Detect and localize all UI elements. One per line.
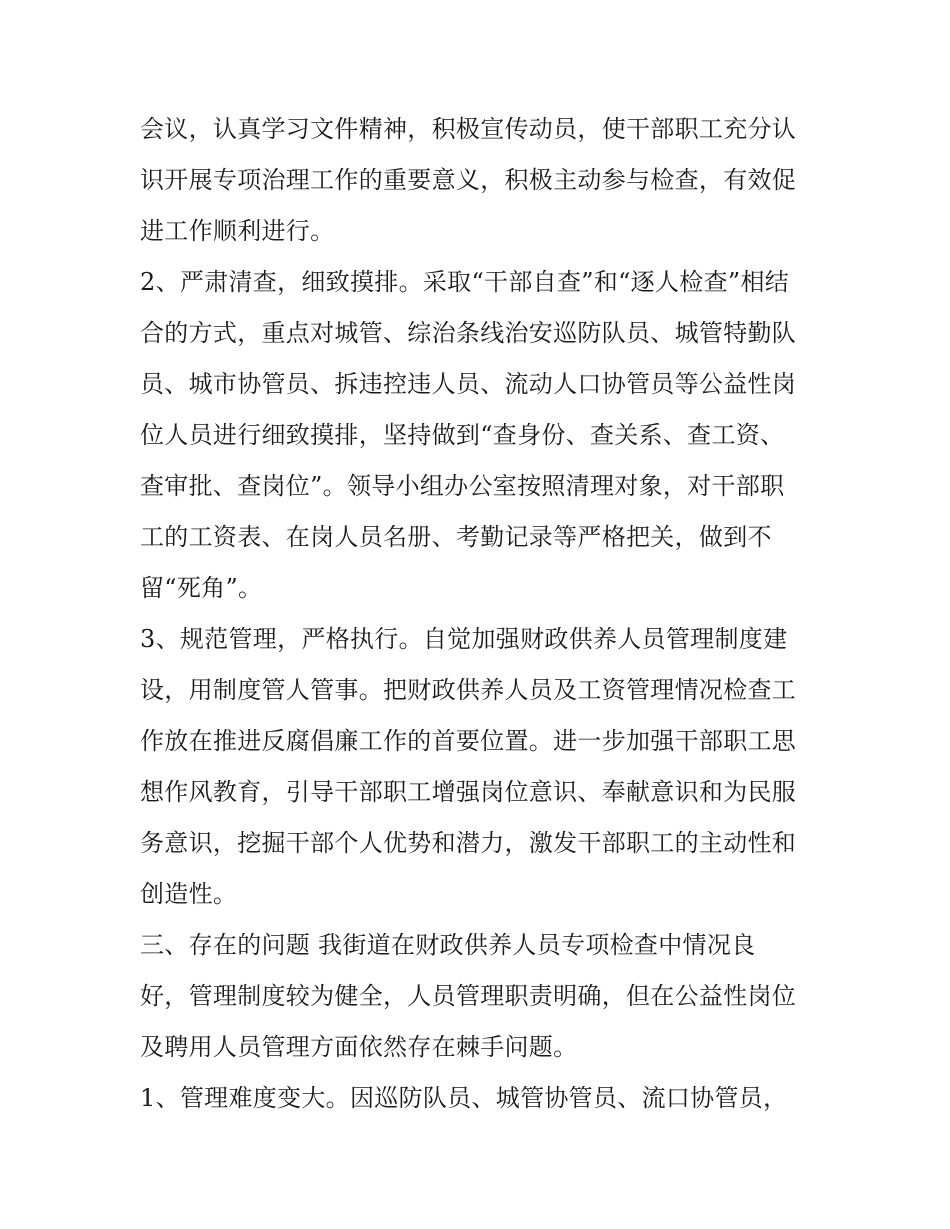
text-line: 三、存在的问题 我街道在财政供养人员专项检查中情况良 [140,931,756,959]
text-line: 查审批、查岗位”。领导小组办公室按照清理对象，对干部职 [140,472,785,500]
text-line: 位人员进行细致摸排，坚持做到“查身份、查关系、查工资、 [140,421,785,449]
text-line: 1、管理难度变大。因巡防队员、城管协管员、流口协管员， [140,1084,788,1112]
text-line: 作放在推进反腐倡廉工作的首要位置。进一步加强干部职工思 [140,727,797,755]
text-line: 务意识，挖掘干部个人优势和潜力，激发干部职工的主动性和 [140,829,797,857]
text-line: 创造性。 [140,880,238,908]
text-line: 及聘用人员管理方面依然存在棘手问题。 [140,1033,578,1061]
text-line: 好，管理制度较为健全，人员管理职责明确，但在公益性岗位 [140,982,797,1010]
text-line: 合的方式，重点对城管、综治条线治安巡防队员、城管特勤队 [140,319,797,347]
text-line: 留“死角”。 [140,574,263,602]
text-line: 识开展专项治理工作的重要意义，积极主动参与检查，有效促 [140,166,797,194]
text-line: 会议，认真学习文件精神，积极宣传动员，使干部职工充分认 [140,115,797,143]
text-line: 想作风教育，引导干部职工增强岗位意识、奉献意识和为民服 [140,778,797,806]
text-line: 设，用制度管人管事。把财政供养人员及工资管理情况检查工 [140,676,797,704]
text-line: 工的工资表、在岗人员名册、考勤记录等严格把关，做到不 [140,523,772,551]
text-line: 员、城市协管员、拆违控违人员、流动人口协管员等公益性岗 [140,370,797,398]
text-line: 进工作顺利进行。 [140,217,335,245]
text-line: 2、严肃清查，细致摸排。采取“干部自查”和“逐人检查”相结 [140,268,790,296]
text-line: 3、规范管理，严格执行。自觉加强财政供养人员管理制度建 [140,625,788,653]
